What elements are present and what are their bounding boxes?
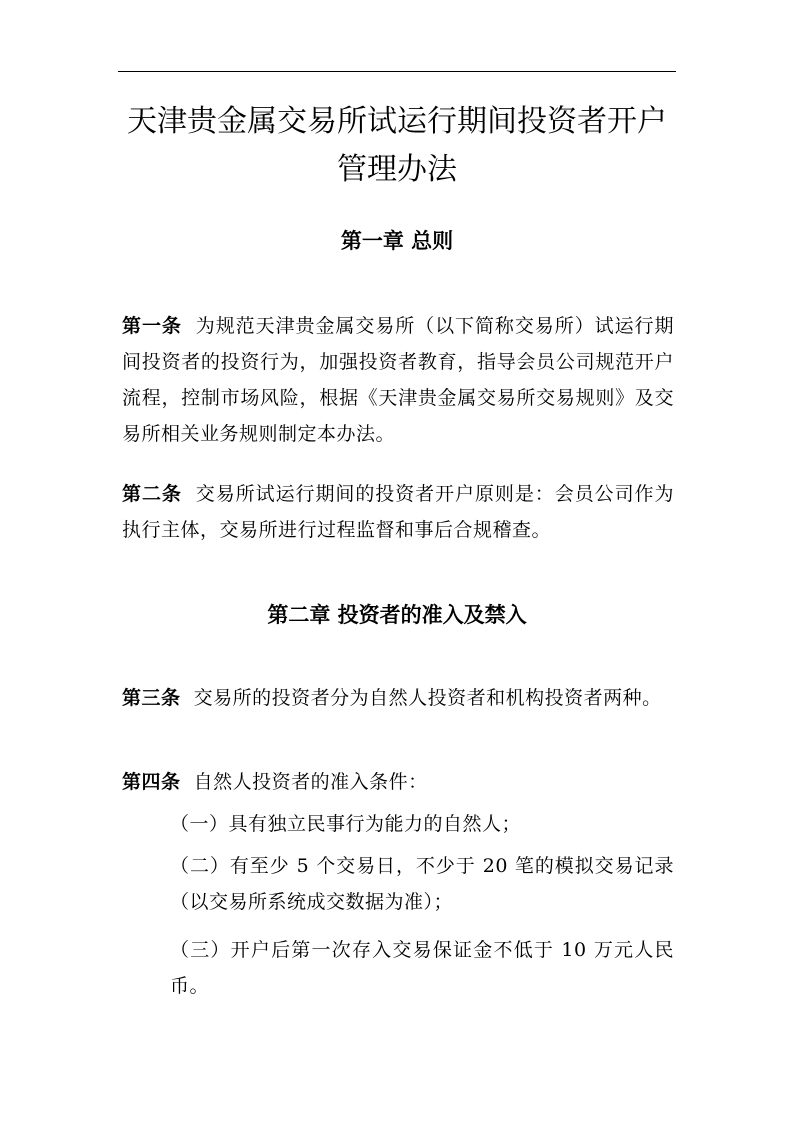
- condition-item: （一）具有独立民事行为能力的自然人；: [170, 813, 522, 835]
- article-4-text: 自然人投资者的准入条件：: [193, 771, 428, 793]
- article-3-text: 交易所的投资者分为自然人投资者和机构投资者两种。: [193, 687, 662, 709]
- document-title: 天津贵金属交易所试运行期间投资者开户管理办法: [127, 104, 667, 187]
- article-1: [122, 308, 674, 452]
- article-4: [122, 764, 674, 800]
- article-1-label: 第一条: [122, 315, 182, 337]
- article-3: [122, 680, 674, 716]
- chapter-1-heading: 第一章 总则: [340, 228, 454, 253]
- condition-item: （三）开户后第一次存入交易保证金不低于 10 万元人民币。: [170, 939, 674, 997]
- header-rule: [118, 71, 676, 72]
- article-2-label: 第二条: [122, 483, 182, 505]
- article-3-label: 第三条: [122, 687, 181, 709]
- chapter-2-heading: 第二章 投资者的准入及禁入: [267, 602, 527, 627]
- article-2: [122, 476, 674, 548]
- article-1-text: 为规范天津贵金属交易所（以下简称交易所）试运行期间投资者的投资行为，加强投资者教育，指导会员公司规范开户流程，控制市场风险，根据《天津贵金属交易所交易规则》及交易所相关业务规则制定本办法。: [122, 315, 674, 445]
- article-4-label: 第四条: [122, 771, 181, 793]
- article-2-text: 交易所试运行期间的投资者开户原则是：会员公司作为执行主体，交易所进行过程监督和事后合规稽查。: [122, 483, 674, 541]
- condition-item: （二）有至少 5 个交易日，不少于 20 笔的模拟交易记录（以交易所系统成交数据为准）；: [170, 855, 674, 913]
